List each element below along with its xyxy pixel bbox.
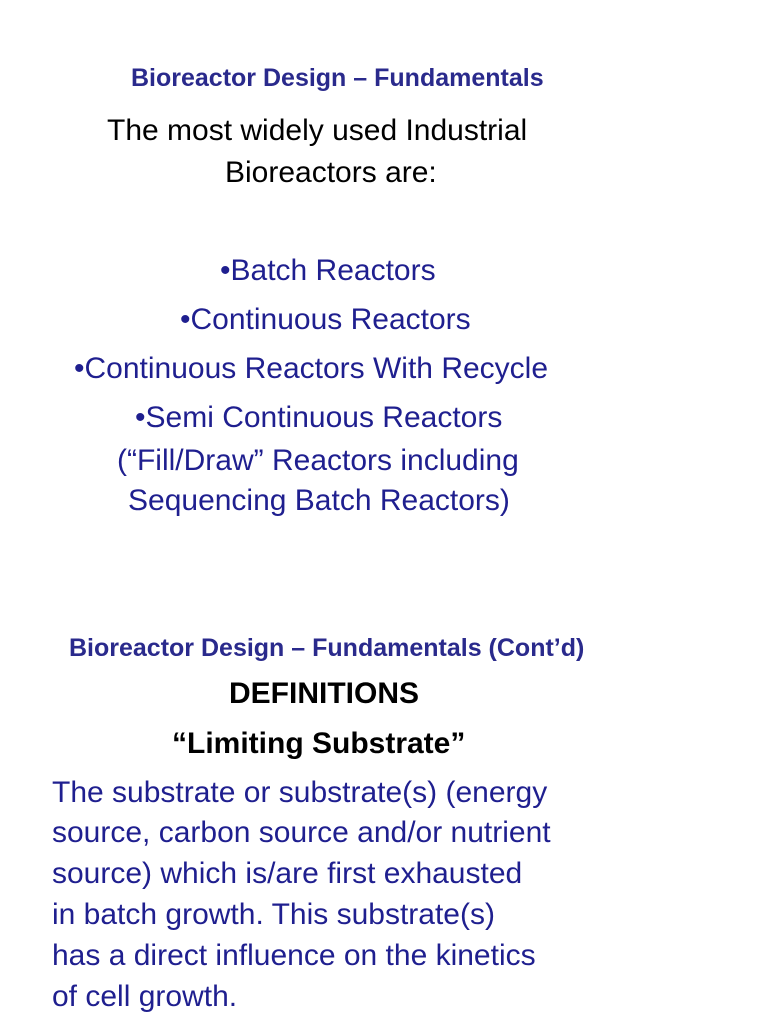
definition-line-3: source) which is/are first exhausted bbox=[52, 857, 523, 890]
slide1-title: Bioreactor Design – Fundamentals bbox=[131, 64, 544, 92]
bullet-batch-reactors: •Batch Reactors bbox=[220, 254, 436, 287]
slide2-title: Bioreactor Design – Fundamentals (Cont’d) bbox=[69, 634, 585, 662]
slide1-intro-line1: The most widely used Industrial bbox=[107, 114, 528, 147]
bullet-continuous-reactors: •Continuous Reactors bbox=[180, 303, 471, 336]
bullet-semi-continuous-reactors: •Semi Continuous Reactors bbox=[135, 401, 503, 434]
limiting-substrate-term: “Limiting Substrate” bbox=[172, 727, 466, 760]
definitions-heading: DEFINITIONS bbox=[229, 677, 420, 710]
note-fill-draw-line2: Sequencing Batch Reactors) bbox=[128, 484, 510, 517]
bullet-continuous-reactors-recycle: •Continuous Reactors With Recycle bbox=[74, 352, 549, 385]
slide1-intro-line2: Bioreactors are: bbox=[225, 156, 437, 189]
definition-line-1: The substrate or substrate(s) (energy bbox=[52, 776, 548, 809]
definition-line-6: of cell growth. bbox=[52, 980, 238, 1013]
note-fill-draw-line1: (“Fill/Draw” Reactors including bbox=[117, 444, 519, 477]
definition-line-5: has a direct influence on the kinetics bbox=[52, 939, 536, 972]
definition-line-2: source, carbon source and/or nutrient bbox=[52, 816, 551, 849]
definition-line-4: in batch growth. This substrate(s) bbox=[52, 898, 495, 931]
